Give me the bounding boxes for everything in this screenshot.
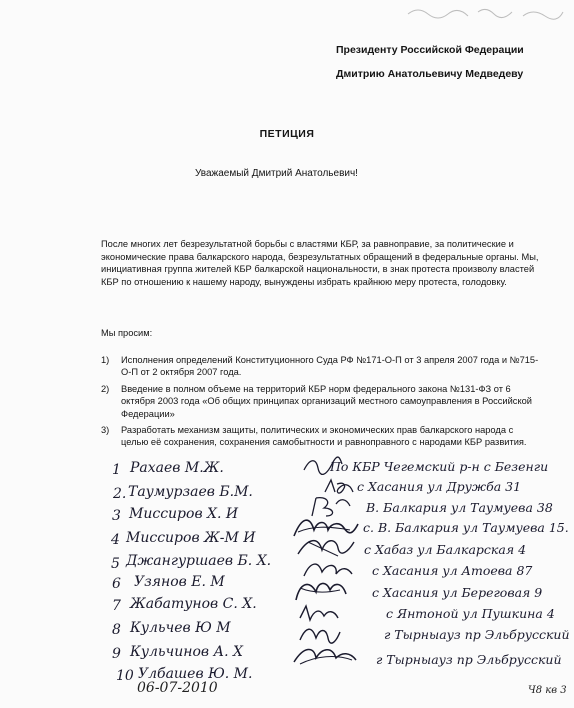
signatory-name: Кульчев Ю М — [130, 620, 231, 636]
request-number: 1) — [101, 355, 110, 365]
faded-handwriting-top — [398, 0, 568, 30]
request-item — [101, 354, 539, 379]
signatory-name: Узянов Е. М — [134, 574, 225, 590]
signatory-number: 3 — [112, 508, 121, 524]
body-paragraph: После многих лет безрезультатной борьбы с властями КБР, за равноправие, за политические и экономические права балкарского народа, безрезультатных обращений в федеральные органы. Мы, инициативная группа жителей КБР балкарской национальности, в знак протеста произволу властей КБР по отношению к нашему народу, вынуждены избрать крайнюю меру протеста, голодовку. — [101, 239, 539, 287]
request-number: 3) — [101, 425, 110, 436]
signatory-address: с Хасания ул Атоева 87 — [372, 563, 533, 578]
signatory-name: Кульчинов А. Х — [130, 644, 243, 660]
signature-mark — [290, 640, 360, 670]
signatory-address: с Хабаз ул Балкарская 4 — [364, 542, 527, 557]
handwritten-corner-note: Ч8 кв 3 — [528, 685, 567, 696]
signatory-number: 7 — [112, 598, 121, 614]
signatory-name: Рахаев М.Ж. — [130, 460, 224, 476]
request-text: Введение в полном объеме на территорий КБР норм федерального закона №131-ФЗ от 6 октября 2003 года «Об общих принципах организаций местного самоуправления в Российской Федерации» — [121, 383, 532, 419]
signatory-number: 6 — [112, 576, 121, 592]
signatory-number: 10 — [116, 668, 134, 684]
signatory-number: 4 — [111, 532, 120, 548]
signatory-name: Миссиров Ж-М И — [126, 530, 256, 546]
addressee-line-1: Президенту Российской Федерации — [336, 44, 524, 56]
signatory-address: с Хасания ул Дружба 31 — [357, 479, 522, 494]
addressee-line-2: Дмитрию Анатольевичу Медведеву — [336, 68, 524, 80]
request-intro: Мы просим: — [101, 328, 153, 338]
signatory-number: 9 — [112, 646, 121, 662]
greeting: Уважаемый Дмитрий Анатольевич! — [195, 168, 358, 179]
handwritten-date: 06-07-2010 — [137, 680, 218, 696]
signatory-number: 5 — [111, 556, 120, 572]
signatory-number: 8 — [112, 622, 121, 638]
request-number: 2) — [101, 383, 110, 394]
document-title: ПЕТИЦИЯ — [259, 128, 315, 140]
signatory-address: с Янтоной ул Пушкина 4 — [386, 606, 555, 621]
request-text: Исполнения определений Конституционного Суда РФ №171-О-П от 3 апреля 2007 года и №715-О-П от 2 октября 2007 года. — [121, 355, 539, 378]
signatory-name: Жабатунов С. Х. — [130, 596, 257, 612]
signatory-address: По КБР Чегемский р-н с Безенги — [330, 459, 549, 474]
signatory-name: Миссиров Х. И — [129, 506, 239, 522]
request-item — [101, 424, 539, 449]
request-text: Разработать механизм защиты, политических и экономических прав балкарского народа с целью её сохранения, сохранения самобытности и равноправного с народами КБР развития. — [121, 425, 527, 448]
signatory-name: Улбашев Ю. М. — [138, 666, 253, 682]
request-list — [101, 354, 539, 453]
signatory-address: г Тырныауз пр Эльбрусский — [376, 652, 562, 667]
signatory-address: г Тырныауз пр Эльбрусский — [384, 627, 570, 642]
signatory-address: В. Балкария ул Таумуева 38 — [366, 500, 553, 515]
request-item — [101, 383, 539, 420]
signatory-name: Джангуршаев Б. Х. — [126, 553, 272, 569]
signatory-name: Таумурзаев Б.М. — [128, 484, 253, 500]
signatory-number: 1 — [112, 462, 121, 478]
signatory-address: с Хасания ул Береговая 9 — [372, 585, 543, 600]
signatory-address: с. В. Балкария ул Таумуева 15. — [363, 520, 569, 535]
signatory-number: 2. — [113, 486, 127, 502]
